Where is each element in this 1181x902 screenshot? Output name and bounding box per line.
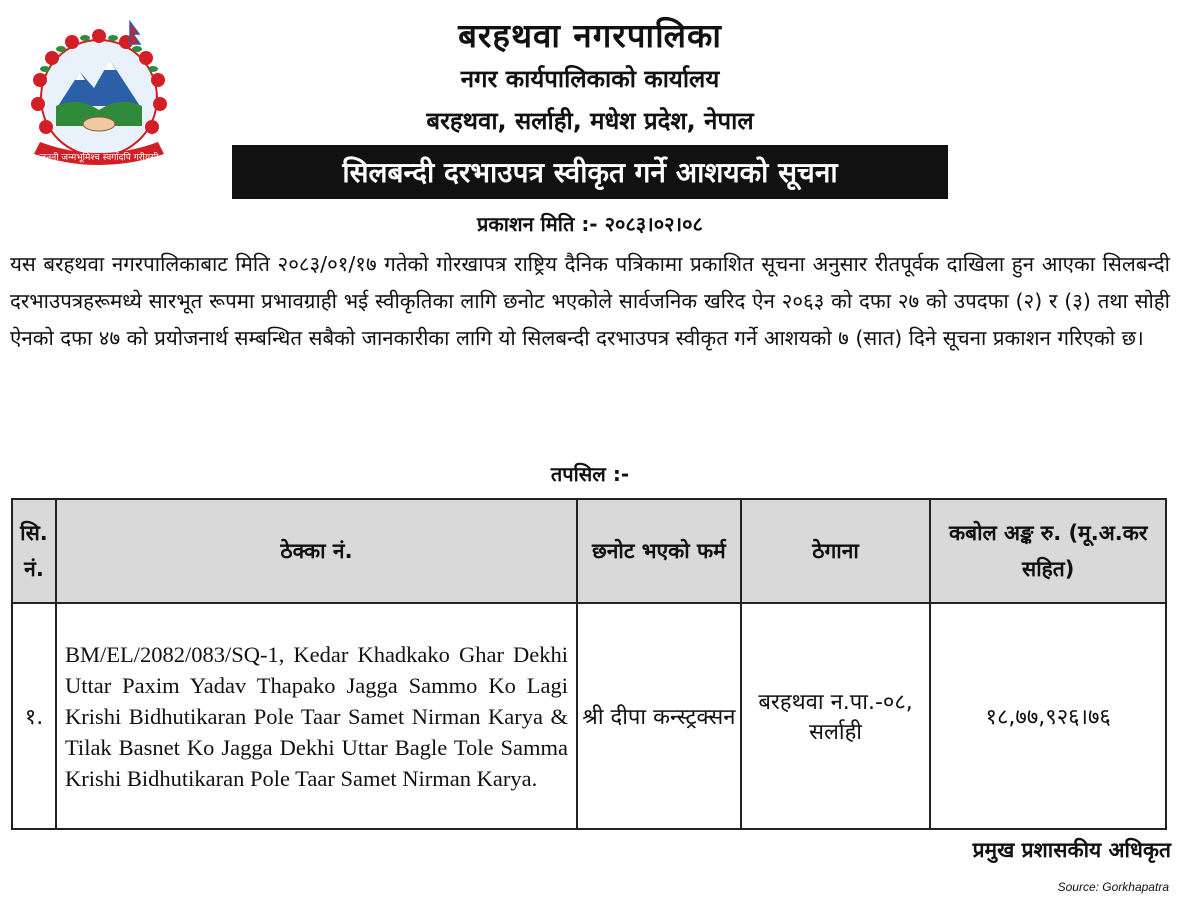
notice-title: सिलबन्दी दरभाउपत्र स्वीकृत गर्ने आशयको सूचना [232, 145, 948, 199]
cell-contract-description: BM/EL/2082/083/SQ-1, Kedar Khadkako Ghar Dekhi Uttar Paxim Yadav Thapako Jagga Sammo Ko Lagi Krishi Bidhutikaran Pole Taar Samet Nirman Karya & Tilak Basnet Ko Jagga Dekhi Uttar Bagle Tole Samma Krishi Bidhutikaran Pole Taar Samet Nirman Karya. [56, 603, 577, 829]
cell-bid-amount: १८,७७,९२६।७६ [930, 603, 1166, 829]
cell-serial-number: १. [12, 603, 56, 829]
table-header-row [12, 499, 1166, 603]
notice-body-text: यस बरहथवा नगरपालिकाबाट मिति २०८३/०१/१७ गतेको गोरखापत्र राष्ट्रिय दैनिक पत्रिकामा प्रकाशित सूचना अनुसार रीतपूर्वक दाखिला हुन आएका सिलबन्दी दरभाउपत्रहरूमध्ये सारभूत रूपमा प्रभावग्राही भई स्वीकृतिका लागि छनोट भएकोले सार्वजनिक खरिद ऐन २०६३ को दफा २७ को उपदफा (२) र (३) तथा सोही ऐनको दफा ४७ को प्रयोजनार्थ सम्बन्धित सबैको जानकारीका लागि यो सिलबन्दी दरभाउपत्र स्वीकृत गर्ने आशयको ७ (सात) दिने सूचना प्रकाशन गरिएको छ। [10, 252, 1170, 350]
header-contract-number: ठेक्का नं. [56, 499, 577, 603]
cell-firm-name: श्री दीपा कन्स्ट्रक्सन [577, 603, 741, 829]
municipality-name: बरहथवा नगरपालिका [458, 16, 722, 55]
header-address: ठेगाना [741, 499, 931, 603]
nepal-emblem-logo [18, 14, 180, 176]
source-credit: Source: Gorkhapatra [1057, 880, 1169, 894]
header-selected-firm: छनोट भएको फर्म [577, 499, 741, 603]
table-row [12, 603, 1166, 829]
header-bid-amount: कबोल अङ्क रु. (मू.अ.कर सहित) [930, 499, 1166, 603]
office-address: बरहथवा, सर्लाही, मधेश प्रदेश, नेपाल [426, 107, 754, 135]
contract-table [11, 498, 1167, 830]
svg-text:जननी जन्मभूमिश्च स्वर्गादपि गर: जननी जन्मभूमिश्च स्वर्गादपि गरीयसी [39, 153, 159, 163]
office-name: नगर कार्यपालिकाको कार्यालय [460, 65, 720, 93]
cell-address: बरहथवा न.पा.-०८, सर्लाही [741, 603, 931, 829]
schedule-label: तपसिल :- [550, 462, 630, 486]
header-serial-number: सि. नं. [12, 499, 56, 603]
signatory-title: प्रमुख प्रशासकीय अधिकृत [972, 838, 1171, 862]
publication-date: प्रकाशन मिति :- २०८३।०२।०८ [477, 212, 703, 236]
